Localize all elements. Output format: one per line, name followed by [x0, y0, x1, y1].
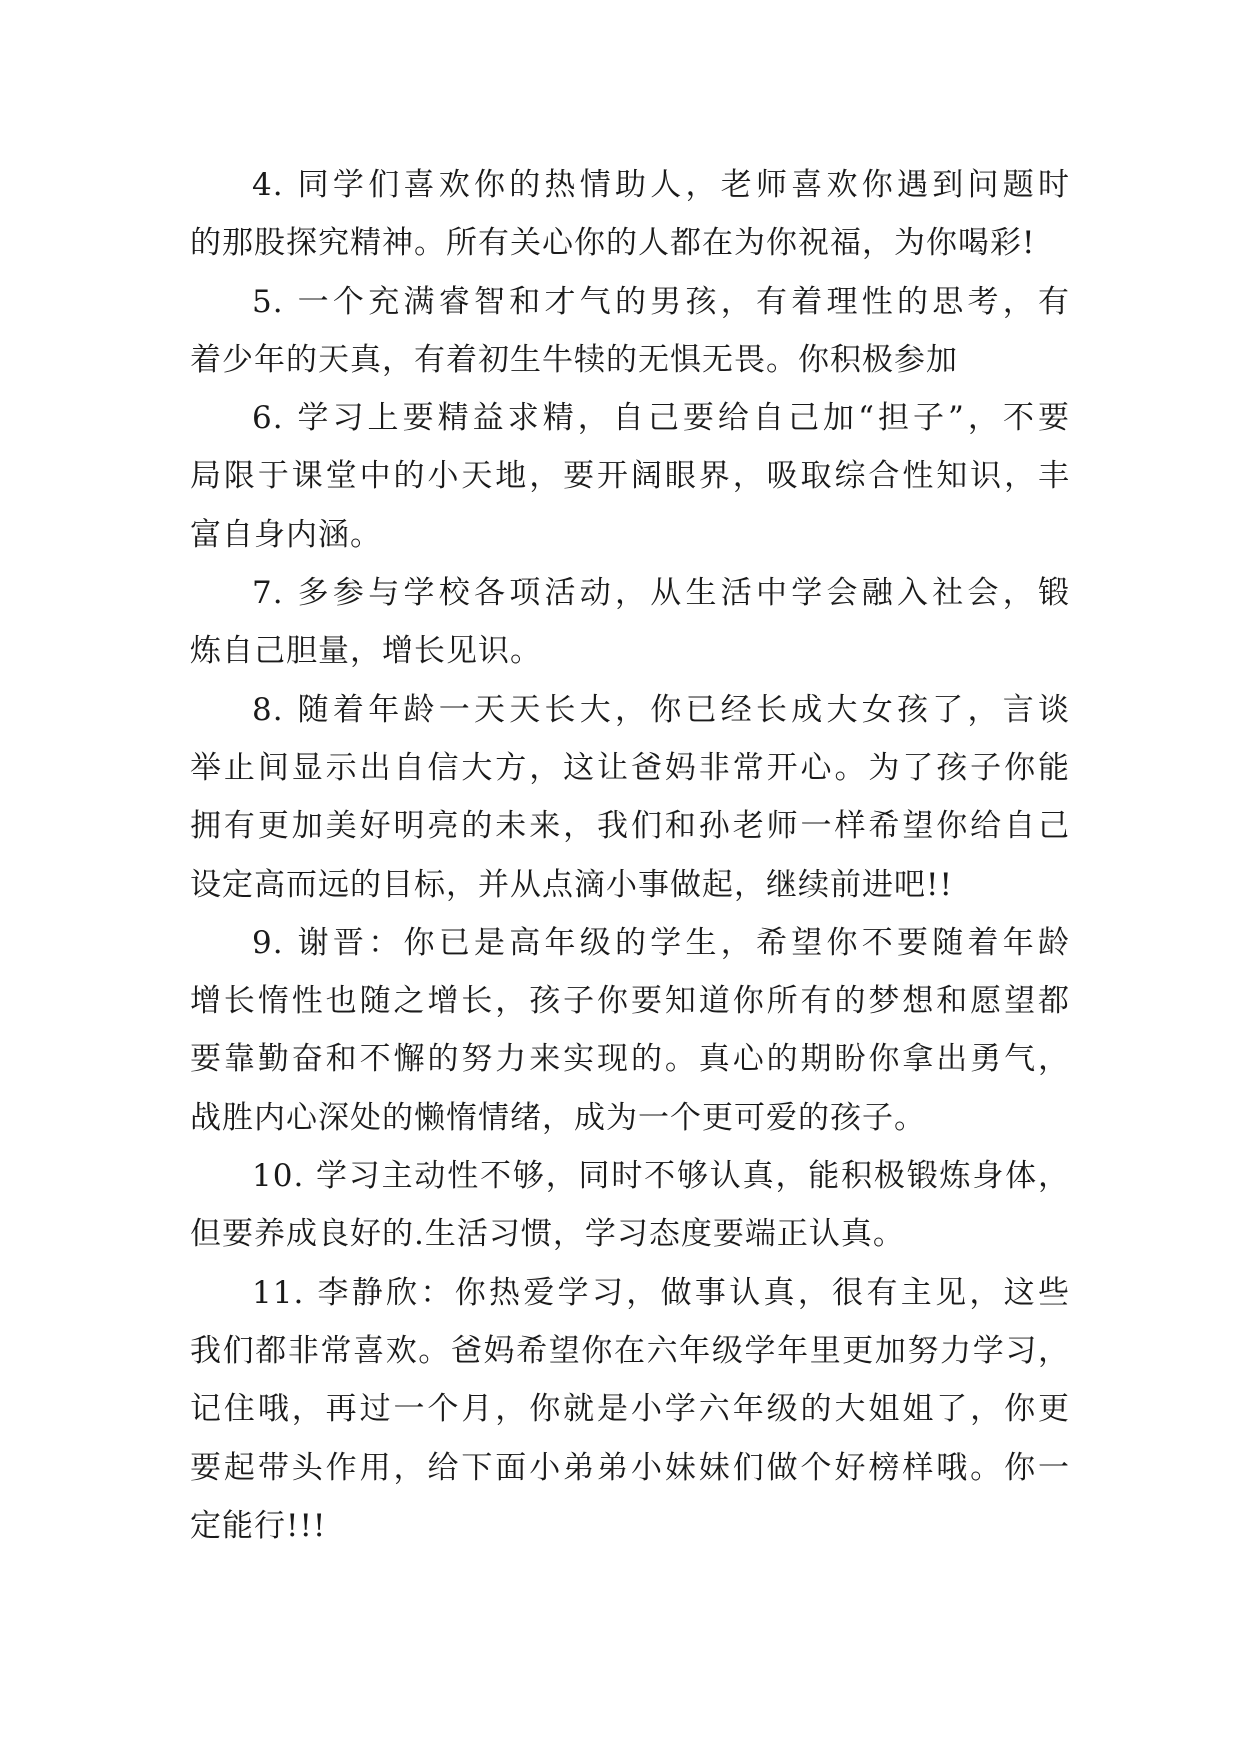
- paragraph-line: 定能行!!!: [190, 1507, 327, 1544]
- paragraph-line: 11. 李静欣：你热爱学习，做事认真，很有主见，这些: [252, 1274, 1070, 1311]
- paragraph-line: 10. 学习主动性不够，同时不够认真，能积极锻炼身体，: [252, 1158, 1070, 1195]
- paragraph-line: 记住哦，再过一个月，你就是小学六年级的大姐姐了，你更: [190, 1391, 1070, 1428]
- paragraph-line: 增长惰性也随之增长，孩子你要知道你所有的梦想和愿望都: [190, 983, 1070, 1020]
- paragraph-5: [190, 273, 1070, 390]
- paragraph-6: [190, 389, 1070, 564]
- paragraph-line: 8. 随着年龄一天天长大，你已经长成大女孩了，言谈: [252, 691, 1070, 728]
- document-body: [190, 156, 1070, 1555]
- paragraph-11: [190, 1264, 1070, 1555]
- paragraph-line: 的那股探究精神。所有关心你的人都在为你祝福，为你喝彩!: [190, 225, 1036, 262]
- paragraph-10: [190, 1147, 1070, 1264]
- paragraph-7: [190, 564, 1070, 681]
- paragraph-line: 要靠勤奋和不懈的努力来实现的。真心的期盼你拿出勇气，: [190, 1041, 1070, 1078]
- paragraph-line: 富自身内涵。: [190, 516, 382, 553]
- paragraph-line: 着少年的天真，有着初生牛犊的无惧无畏。你积极参加: [190, 341, 958, 378]
- paragraph-line: 但要养成良好的.生活习惯，学习态度要端正认真。: [190, 1216, 905, 1253]
- paragraph-line: 要起带头作用，给下面小弟弟小妹妹们做个好榜样哦。你一: [190, 1449, 1070, 1486]
- paragraph-line: 9. 谢晋：你已是高年级的学生，希望你不要随着年龄: [252, 924, 1070, 961]
- paragraph-line: 5. 一个充满睿智和才气的男孩，有着理性的思考，有: [252, 283, 1070, 320]
- paragraph-line: 拥有更加美好明亮的未来，我们和孙老师一样希望你给自己: [190, 808, 1070, 845]
- paragraph-4: [190, 156, 1070, 273]
- paragraph-8: [190, 681, 1070, 914]
- paragraph-line: 局限于课堂中的小天地，要开阔眼界，吸取综合性知识，丰: [190, 458, 1070, 495]
- paragraph-line: 举止间显示出自信大方，这让爸妈非常开心。为了孩子你能: [190, 749, 1070, 786]
- paragraph-line: 炼自己胆量，增长见识。: [190, 633, 542, 670]
- paragraph-line: 设定高而远的目标，并从点滴小事做起，继续前进吧!!: [190, 866, 953, 903]
- paragraph-line: 7. 多参与学校各项活动，从生活中学会融入社会，锻: [252, 575, 1070, 612]
- paragraph-line: 我们都非常喜欢。爸妈希望你在六年级学年里更加努力学习，: [190, 1332, 1070, 1369]
- paragraph-line: 4. 同学们喜欢你的热情助人，老师喜欢你遇到问题时: [252, 167, 1070, 203]
- paragraph-line: 6. 学习上要精益求精，自己要给自己加“担子”，不要: [252, 400, 1070, 437]
- paragraph-9: [190, 914, 1070, 1147]
- paragraph-line: 战胜内心深处的懒惰情绪，成为一个更可爱的孩子。: [190, 1099, 926, 1136]
